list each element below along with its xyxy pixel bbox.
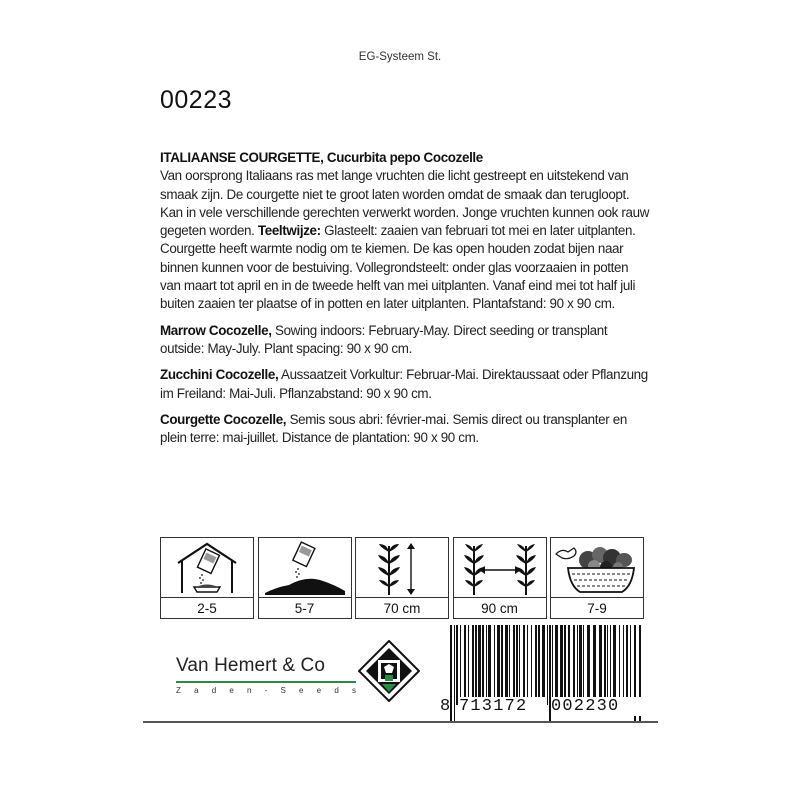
harvest-months: 7-9 (587, 600, 607, 616)
dutch-description: Van oorsprong Italiaans ras met lange vruchten die licht gestreept en uitstekend van smaak zijn. De courgette niet te groot laten worden omdat de smaak dan terugloopt. Kan in vele verschillende gerechten verwerkt worden. Jonge vruchten kunnen ook rauw gegeten worden. (160, 168, 650, 239)
icon-cell-harvest (550, 537, 644, 619)
description-block (160, 149, 650, 455)
french-text: Semis sous abri: février-mai. Semis direct ou transplanter en plein terre: mai-juillet. Distance de plantation: 90 x 90 cm. (160, 411, 627, 446)
brand-tagline: Z a d e n - S e e d s (176, 686, 356, 695)
barcode-number (440, 697, 642, 716)
plant-height-icon (367, 540, 437, 596)
bottom-rule (143, 721, 658, 723)
indoor-sowing-months: 2-5 (197, 600, 217, 616)
english-paragraph (160, 322, 650, 359)
indoor-sowing-icon (172, 541, 242, 595)
teelt-label: Teeltwijze: (257, 223, 321, 239)
barcode-group-2: 002230 (551, 697, 641, 716)
french-name: Courgette Cocozelle, (160, 411, 287, 427)
brand-underline (176, 681, 356, 683)
german-name: Zucchini Cocozelle, (160, 367, 279, 383)
brand-name: Van Hemert & Co (176, 655, 325, 676)
system-note: EG-Systeem St. (358, 51, 442, 63)
plant-spacing-value: 90 cm (481, 600, 518, 616)
german-paragraph (160, 366, 650, 403)
barcode-group-1: 713172 (459, 697, 545, 716)
outdoor-sowing-icon (263, 541, 347, 595)
english-name: Marrow Cocozelle, (160, 322, 272, 338)
icon-cell-height (355, 537, 449, 619)
dutch-paragraph (160, 149, 650, 314)
outdoor-sowing-months: 5-7 (294, 600, 315, 616)
french-paragraph (160, 411, 650, 448)
barcode-first-digit: 8 (440, 697, 451, 716)
cultivation-icons (160, 537, 644, 619)
product-title: ITALIAANSE COURGETTE, Cucurbita pepo Cocozelle (160, 150, 483, 165)
plant-spacing-icon (458, 540, 542, 596)
icon-cell-spacing (453, 537, 547, 619)
icon-cell-outdoor (258, 537, 352, 619)
english-text: Sowing indoors: February-May. Direct seeding or transplant outside: May-July. Plant spacing: 90 x 90 cm. (160, 322, 608, 356)
german-text: Aussaatzeit Vorkultur: Februar-Mai. Direktaussaat oder Pflanzung im Freiland: Mai-Juli. Pflanzabstand: 90 x 90 cm. (160, 367, 648, 401)
harvest-basket-icon (554, 540, 640, 596)
plant-height-value: 70 cm (383, 600, 421, 616)
company-logo (358, 640, 420, 702)
icon-cell-indoor (160, 537, 254, 619)
dutch-cultivation: Glasteelt: zaaien van februari tot mei en later uitplanten. Courgette heeft warmte nodig om te kiemen. De kas open houden zodat bijen naar binnen kunnen voor de bestuiving. Vollegrondsteelt: onder glas voorzaaien in potten van maart tot april en in de tweede helft van mei uitplanten. Vanaf eind mei tot half juli buiten zaaien ter plaatse of in potten en later uitplanten. Plantafstand: 90 x 90 cm. (160, 223, 636, 312)
product-code: 00223 (160, 86, 233, 114)
